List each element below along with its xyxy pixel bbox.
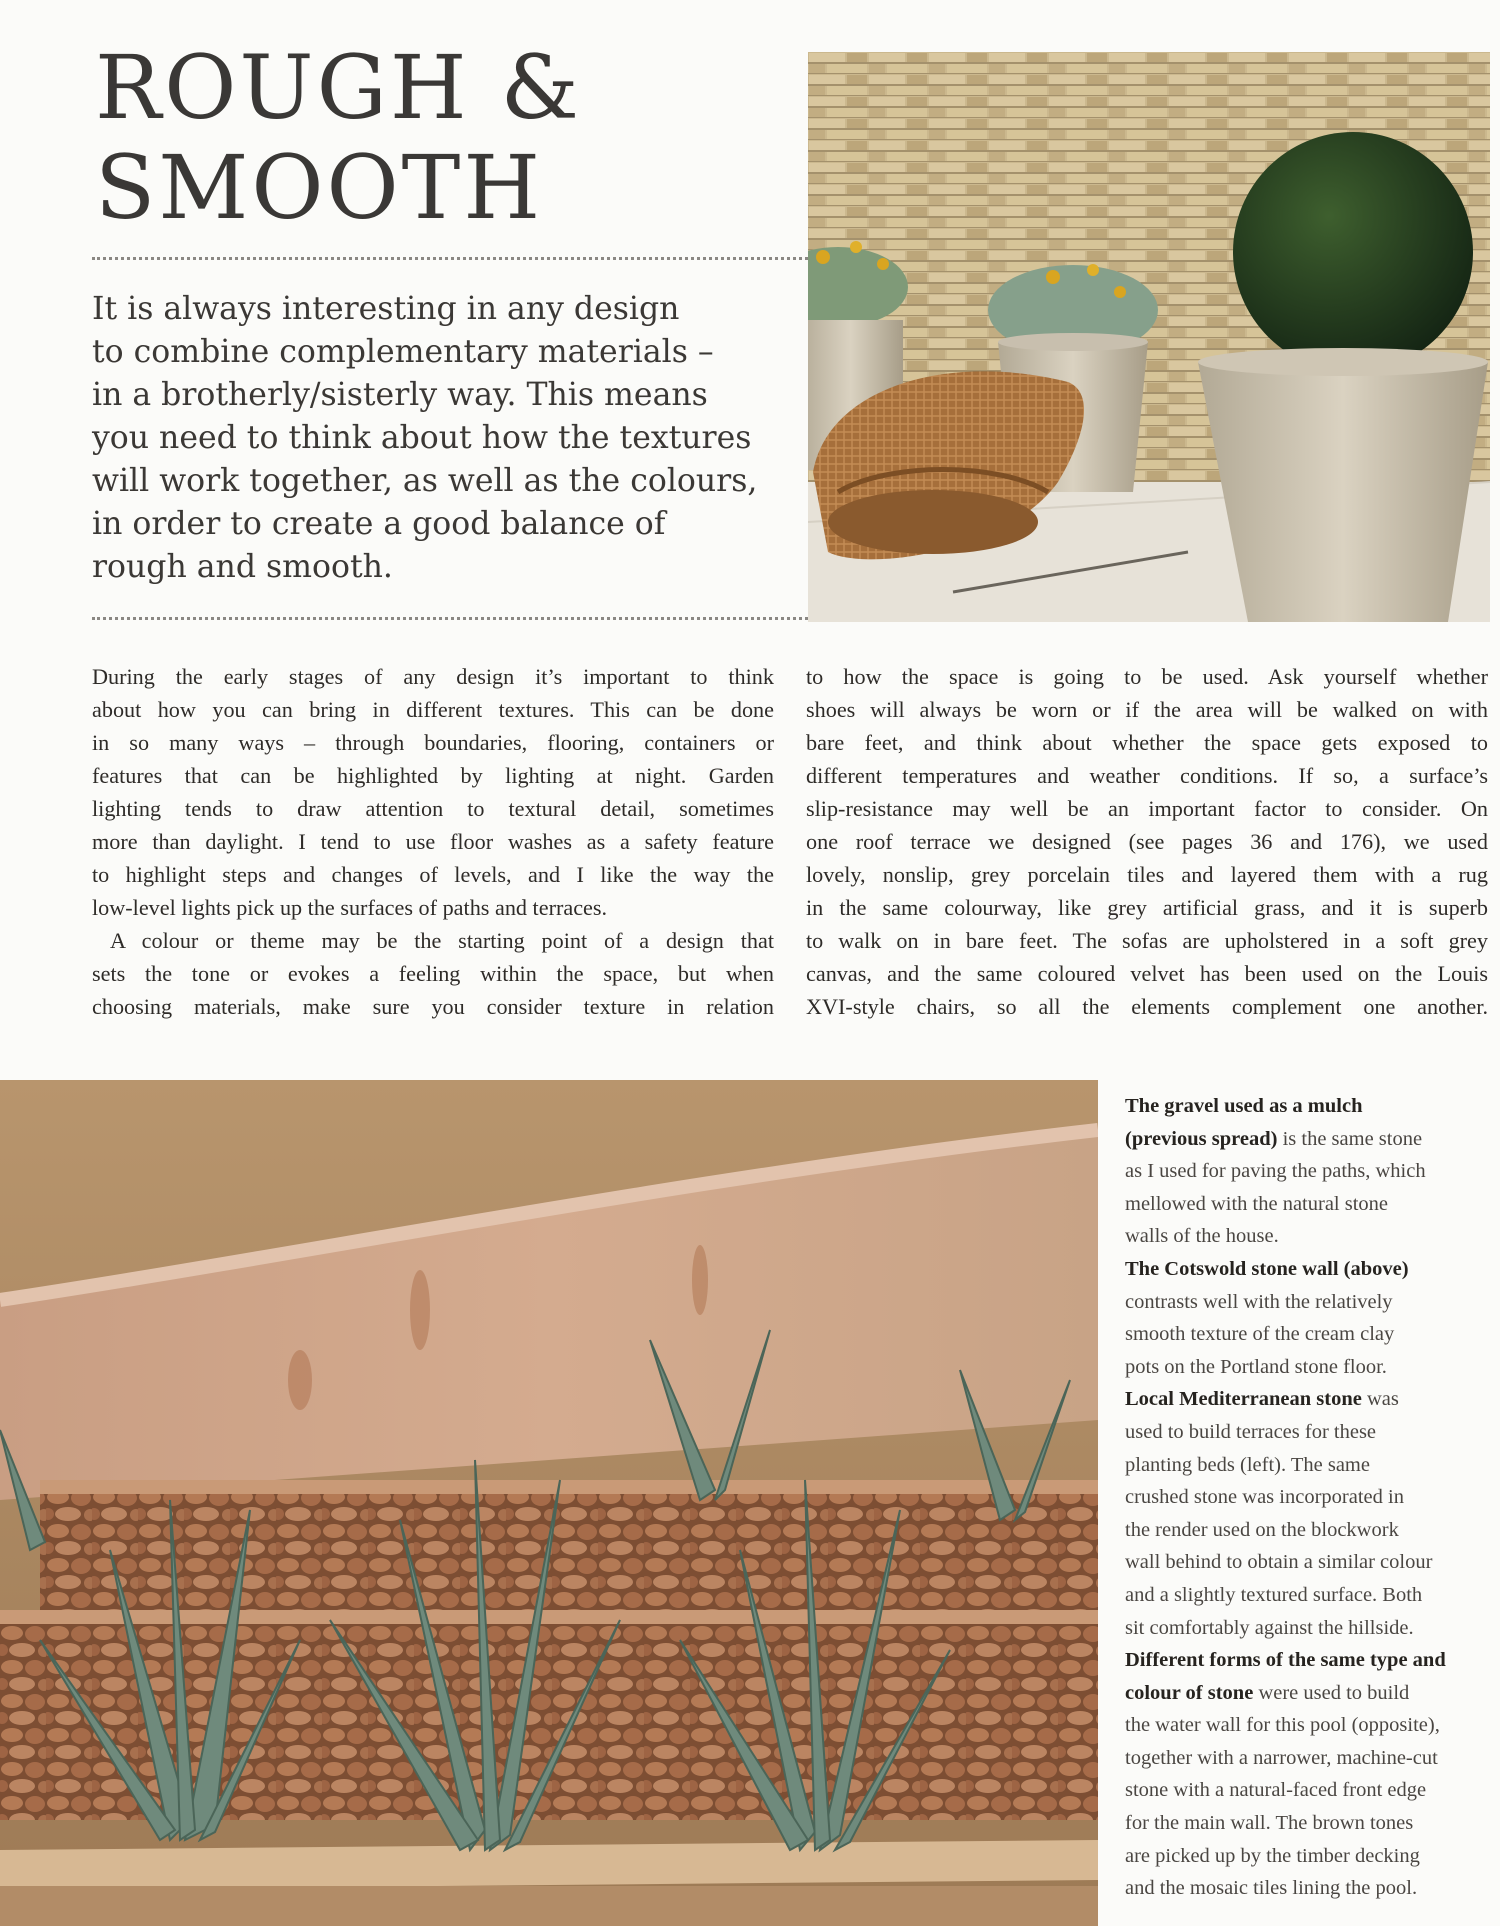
photo-agave-terraces [0, 1080, 1098, 1926]
intro-line: to combine complementary materials – [92, 334, 714, 370]
caption-line: planting beds (left). The same [1125, 1453, 1370, 1476]
caption-text: is the same stone [1277, 1127, 1423, 1150]
body-line: canvas, and the same coloured velvet has been used on the Louis [806, 961, 1488, 986]
page-title [95, 38, 775, 238]
caption-bold: The Cotswold stone wall (above) [1125, 1257, 1409, 1280]
body-line: lovely, nonslip, grey porcelain tiles and layered them with a rug [806, 862, 1488, 887]
intro-divider [92, 617, 808, 620]
caption-line: contrasts well with the relatively [1125, 1290, 1393, 1313]
caption-pool [1125, 1644, 1490, 1905]
caption-line: stone with a natural-faced front edge [1125, 1779, 1427, 1802]
body-line: sets the tone or evokes a feeling within the space, but when [92, 961, 774, 986]
caption-gravel [1125, 1090, 1490, 1253]
caption-line: as I used for paving the paths, which [1125, 1160, 1426, 1183]
body-line: more than daylight. I tend to use floor washes as a safety feature [92, 829, 774, 854]
body-line: choosing materials, make sure you consider texture in relation [92, 994, 774, 1019]
caption-line: smooth texture of the cream clay [1125, 1323, 1395, 1346]
intro-line: It is always interesting in any design [92, 291, 680, 327]
caption-line: crushed stone was incorporated in [1125, 1486, 1404, 1509]
intro-paragraph [92, 288, 792, 589]
body-paragraph [806, 660, 1488, 1023]
body-line: lighting tends to draw attention to textural detail, sometimes [92, 796, 774, 821]
caption-line: mellowed with the natural stone [1125, 1192, 1389, 1215]
body-line: features that can be highlighted by lighting at night. Garden [92, 763, 774, 788]
caption-line: together with a narrower, machine-cut [1125, 1746, 1438, 1769]
caption-bold: colour of stone [1125, 1681, 1254, 1704]
body-line: one roof terrace we designed (see pages 36 and 176), we used [806, 829, 1488, 854]
caption-text: was [1361, 1388, 1399, 1411]
caption-line: wall behind to obtain a similar colour [1125, 1551, 1433, 1574]
body-line: in the same colourway, like grey artificial grass, and it is superb [806, 895, 1488, 920]
intro-line: will work together, as well as the colours, [92, 463, 758, 499]
caption-bold: Local Mediterranean stone [1125, 1388, 1362, 1411]
body-line: to walk on in bare feet. The sofas are upholstered in a soft grey [806, 928, 1488, 953]
body-line: A colour or theme may be the starting point of a design that [110, 928, 774, 953]
body-line: to how the space is going to be used. Ask yourself whether [806, 664, 1488, 689]
title-line-1: ROUGH & [95, 36, 582, 139]
caption-line: sit comfortably against the hillside. [1125, 1616, 1414, 1639]
body-line: to highlight steps and changes of levels, and I like the way the [92, 862, 774, 887]
body-line: During the early stages of any design it’s important to think [92, 664, 774, 689]
body-column-left [92, 660, 774, 1023]
caption-line: used to build terraces for these [1125, 1420, 1377, 1443]
caption-mediterranean [1125, 1383, 1490, 1644]
body-line: shoes will always be worn or if the area will be walked on with [806, 697, 1488, 722]
caption-line: walls of the house. [1125, 1225, 1279, 1248]
caption-line: are picked up by the timber decking [1125, 1844, 1420, 1867]
body-line: about how you can bring in different textures. This can be done [92, 697, 774, 722]
caption-cotswold [1125, 1253, 1490, 1383]
caption-bold: (previous spread) [1125, 1127, 1278, 1150]
body-line: in so many ways – through boundaries, flooring, containers or [92, 730, 774, 755]
body-paragraph [92, 924, 774, 1023]
intro-line: rough and smooth. [92, 549, 393, 585]
stone-wall-terrace-illustration [808, 52, 1490, 622]
photo-captions [1125, 1090, 1490, 1905]
caption-line: and a slightly textured surface. Both [1125, 1583, 1423, 1606]
caption-bold: The gravel used as a mulch [1125, 1095, 1363, 1117]
title-divider [92, 257, 808, 260]
caption-line: the render used on the blockwork [1125, 1518, 1399, 1541]
body-line: slip-resistance may well be an important factor to consider. On [806, 796, 1488, 821]
caption-line: the water wall for this pool (opposite), [1125, 1714, 1440, 1737]
intro-line: in order to create a good balance of [92, 506, 666, 542]
intro-line: you need to think about how the textures [92, 420, 752, 456]
body-line: different temperatures and weather conditions. If so, a surface’s [806, 763, 1488, 788]
agave-terraces-illustration [0, 1080, 1098, 1926]
body-line: bare feet, and think about whether the space gets exposed to [806, 730, 1488, 755]
caption-line: for the main wall. The brown tones [1125, 1812, 1414, 1835]
body-column-right [806, 660, 1488, 1023]
caption-text: were used to build [1253, 1681, 1410, 1704]
body-line: low-level lights pick up the surfaces of paths and terraces. [92, 895, 608, 920]
caption-bold: Different forms of the same type and [1125, 1649, 1446, 1672]
caption-line: and the mosaic tiles lining the pool. [1125, 1877, 1418, 1900]
body-line: XVI-style chairs, so all the elements complement one another. [806, 994, 1488, 1019]
photo-stone-wall-terrace [808, 52, 1490, 622]
intro-line: in a brotherly/sisterly way. This means [92, 377, 708, 413]
body-paragraph [92, 660, 774, 924]
caption-line: pots on the Portland stone floor. [1125, 1355, 1387, 1378]
title-line-2: SMOOTH [95, 136, 544, 239]
